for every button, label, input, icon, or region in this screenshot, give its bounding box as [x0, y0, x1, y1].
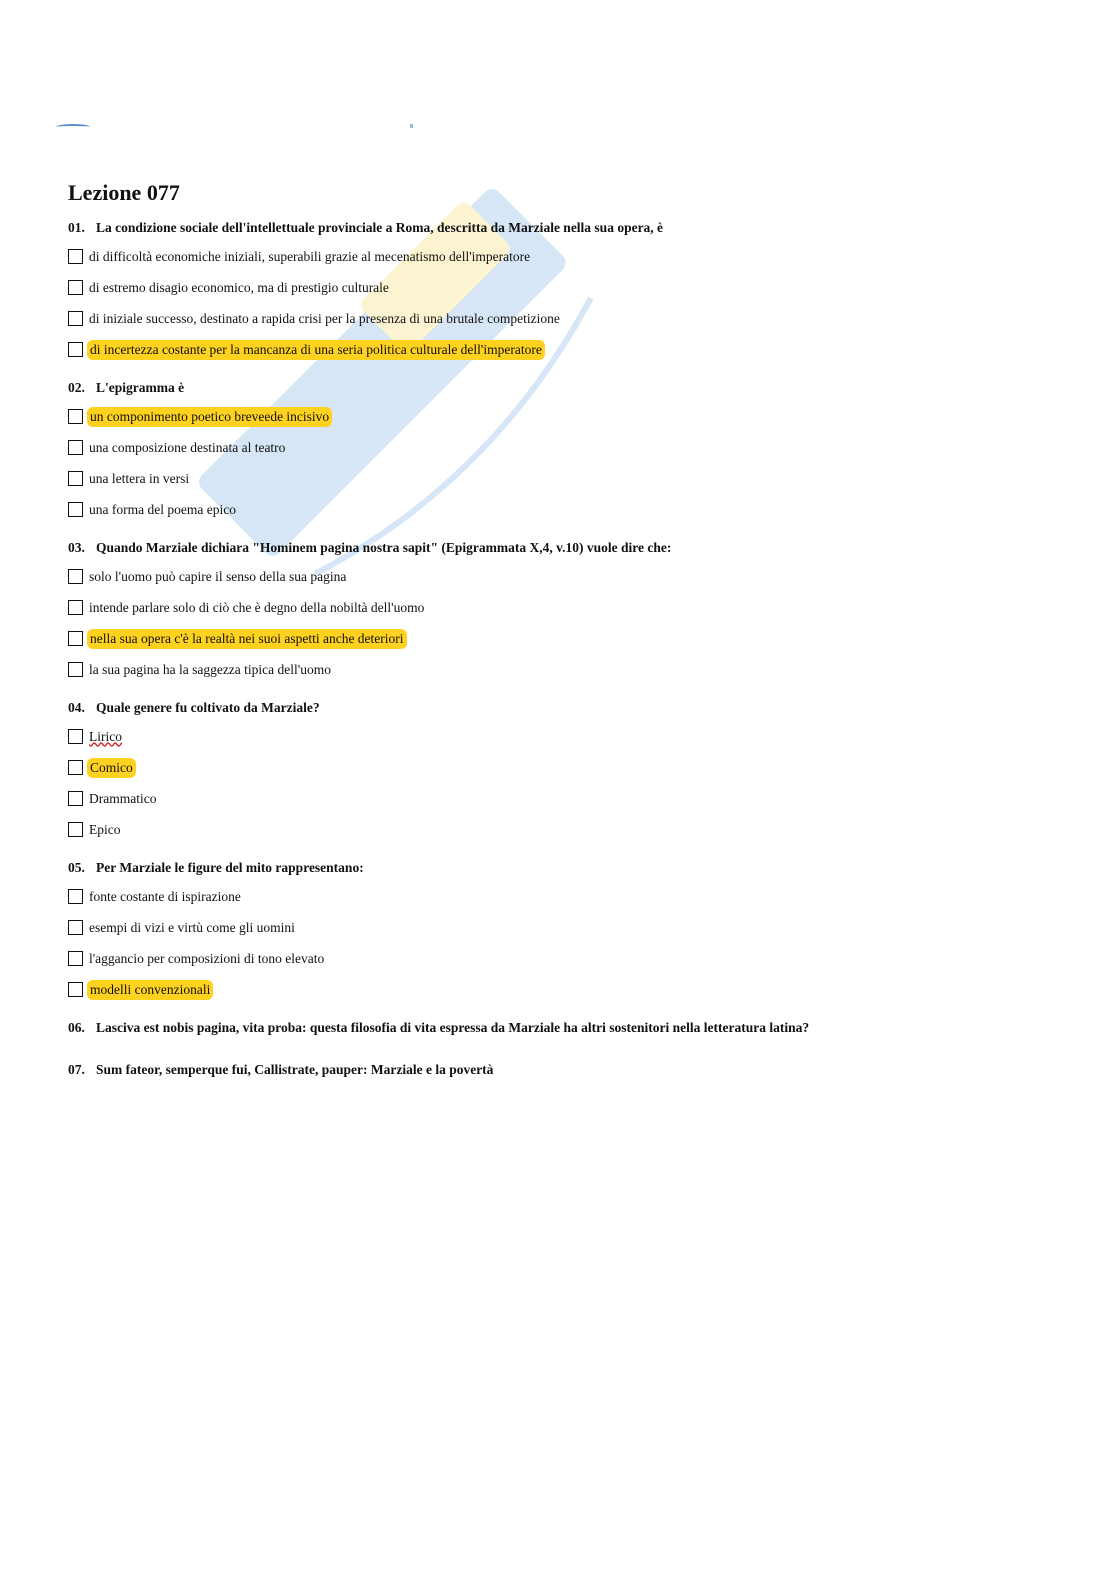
answer-checkbox[interactable] — [68, 249, 83, 264]
header-dot — [410, 124, 413, 128]
question-number: 05. — [68, 860, 85, 875]
answer-checkbox[interactable] — [68, 791, 83, 806]
question-number: 03. — [68, 540, 85, 555]
answer-option[interactable] — [68, 244, 1068, 269]
option-text: Epico — [89, 821, 121, 837]
question-03 — [68, 538, 1068, 682]
question-text: Sum fateor, semperque fui, Callistrate, pauper: Marziale e la povertà — [96, 1062, 494, 1077]
answer-checkbox[interactable] — [68, 409, 83, 424]
question-02 — [68, 378, 1068, 522]
option-text-marked: Lirico — [89, 728, 122, 744]
page-title: Lezione 077 — [68, 180, 180, 205]
question-text: Quale genere fu coltivato da Marziale? — [96, 700, 320, 715]
answer-option[interactable] — [68, 497, 1068, 522]
answer-checkbox[interactable] — [68, 569, 83, 584]
option-text: una lettera in versi — [89, 470, 190, 486]
question-header — [68, 698, 1068, 718]
answer-option[interactable] — [68, 817, 1068, 842]
option-text: di estremo disagio economico, ma di prestigio culturale — [89, 279, 389, 295]
question-number: 04. — [68, 700, 85, 715]
question-header — [68, 858, 1068, 878]
question-06 — [68, 1018, 1068, 1038]
option-text: solo l'uomo può capire il senso della sua pagina — [89, 568, 347, 584]
answer-option[interactable] — [68, 724, 1068, 749]
option-text: Drammatico — [89, 790, 157, 806]
answer-checkbox[interactable] — [68, 502, 83, 517]
option-text: l'aggancio per composizioni di tono elevato — [89, 950, 325, 966]
answer-option[interactable] — [68, 755, 1068, 780]
answer-option[interactable] — [68, 915, 1068, 940]
question-01 — [68, 218, 1068, 362]
answer-option[interactable] — [68, 435, 1068, 460]
answer-checkbox[interactable] — [68, 440, 83, 455]
option-text-highlighted: modelli convenzionali — [87, 980, 213, 1000]
answer-checkbox[interactable] — [68, 760, 83, 775]
option-text: di difficoltà economiche iniziali, superabili grazie al mecenatismo dell'imperatore — [89, 248, 531, 264]
question-number: 01. — [68, 220, 85, 235]
option-text: esempi di vizi e virtù come gli uomini — [89, 919, 295, 935]
question-number: 06. — [68, 1020, 85, 1035]
answer-option[interactable] — [68, 275, 1068, 300]
answer-checkbox[interactable] — [68, 982, 83, 997]
question-05 — [68, 858, 1068, 1002]
answer-option[interactable] — [68, 977, 1068, 1002]
option-text-highlighted: di incertezza costante per la mancanza di una seria politica culturale dell'imperatore — [87, 340, 545, 360]
question-header — [68, 1060, 1068, 1080]
question-07 — [68, 1060, 1068, 1080]
answer-checkbox[interactable] — [68, 631, 83, 646]
question-text: La condizione sociale dell'intellettuale provinciale a Roma, descritta da Marziale nella sua opera, è — [96, 220, 664, 235]
question-header — [68, 538, 1068, 558]
answer-option[interactable] — [68, 595, 1068, 620]
question-number: 02. — [68, 380, 85, 395]
option-text: una composizione destinata al teatro — [89, 439, 286, 455]
answer-checkbox[interactable] — [68, 662, 83, 677]
option-text: la sua pagina ha la saggezza tipica dell'uomo — [89, 661, 331, 677]
answer-option[interactable] — [68, 466, 1068, 491]
answer-option[interactable] — [68, 884, 1068, 909]
answer-checkbox[interactable] — [68, 600, 83, 615]
answer-option[interactable] — [68, 404, 1068, 429]
answer-option[interactable] — [68, 657, 1068, 682]
answer-option[interactable] — [68, 306, 1068, 331]
question-04 — [68, 698, 1068, 842]
answer-checkbox[interactable] — [68, 311, 83, 326]
header-marks — [0, 0, 1116, 140]
answer-option[interactable] — [68, 946, 1068, 971]
header-logo-fragment — [56, 124, 90, 130]
question-text: Per Marziale le figure del mito rappresentano: — [96, 860, 364, 875]
question-header — [68, 218, 1068, 238]
question-header — [68, 1018, 1068, 1038]
answer-option[interactable] — [68, 786, 1068, 811]
answer-checkbox[interactable] — [68, 920, 83, 935]
answer-option[interactable] — [68, 337, 1068, 362]
option-text: fonte costante di ispirazione — [89, 888, 241, 904]
option-text-highlighted: un componimento poetico breveede incisivo — [87, 407, 332, 427]
answer-option[interactable] — [68, 626, 1068, 651]
question-text: Lasciva est nobis pagina, vita proba: questa filosofia di vita espressa da Marziale ha altri sostenitori nella letteratura latina? — [96, 1020, 810, 1035]
question-number: 07. — [68, 1062, 85, 1077]
answer-checkbox[interactable] — [68, 822, 83, 837]
answer-checkbox[interactable] — [68, 471, 83, 486]
option-text: una forma del poema epico — [89, 501, 236, 517]
answer-option[interactable] — [68, 564, 1068, 589]
question-text: Quando Marziale dichiara "Hominem pagina nostra sapit" (Epigrammata X,4, v.10) vuole dire che: — [96, 540, 672, 555]
answer-checkbox[interactable] — [68, 729, 83, 744]
document-body — [68, 178, 1068, 1102]
question-text: L'epigramma è — [96, 380, 185, 395]
answer-checkbox[interactable] — [68, 889, 83, 904]
option-text: di iniziale successo, destinato a rapida crisi per la presenza di una brutale competizione — [89, 310, 560, 326]
option-text-highlighted: nella sua opera c'è la realtà nei suoi aspetti anche deteriori — [87, 629, 407, 649]
answer-checkbox[interactable] — [68, 342, 83, 357]
option-text-highlighted: Comico — [87, 758, 136, 778]
answer-checkbox[interactable] — [68, 280, 83, 295]
answer-checkbox[interactable] — [68, 951, 83, 966]
question-header — [68, 378, 1068, 398]
option-text: intende parlare solo di ciò che è degno della nobiltà dell'uomo — [89, 599, 425, 615]
